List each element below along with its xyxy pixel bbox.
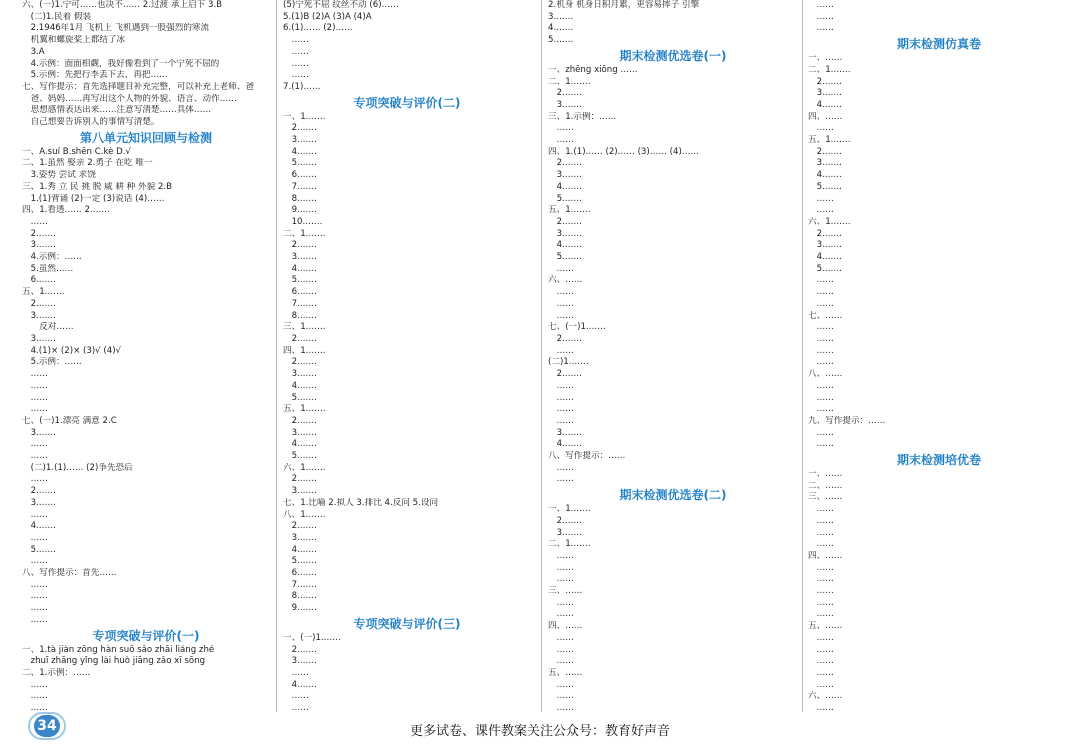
answer-line: 2.1946年1月 飞机上 飞机遇到一股强烈的寒流 xyxy=(22,23,210,34)
answer-line: 5.示例：…… xyxy=(22,357,82,368)
answer-line: …… xyxy=(548,345,574,356)
answer-line: 五、1.…… xyxy=(548,205,591,216)
answer-line: …… xyxy=(548,644,574,655)
answer-line: …… xyxy=(548,135,574,146)
answer-line: …… xyxy=(548,597,574,608)
answer-line: 一、A.suí B.shēn C.kè D.√ xyxy=(22,146,131,157)
answer-line: 2.…… xyxy=(283,644,317,655)
answer-line: 4.…… xyxy=(808,252,842,263)
answer-line: 2.…… xyxy=(22,486,56,497)
answer-line: 2.…… xyxy=(548,333,582,344)
answer-line: 三、1.…… xyxy=(283,322,326,333)
answer-line: (二)1.(1)…… (2)争先恐后 xyxy=(22,462,133,473)
answer-line: 2.…… xyxy=(808,76,842,87)
answer-line: 3.…… xyxy=(283,656,317,667)
answer-line: 四、1.(1)…… (2)…… (3)…… (4)…… xyxy=(548,146,700,157)
answer-line: …… xyxy=(22,614,48,625)
answer-line: …… xyxy=(548,123,574,134)
answer-line: 4.(1)× (2)× (3)√ (4)√ xyxy=(22,345,122,356)
answer-line: 2.…… xyxy=(283,415,317,426)
answer-line: 4.…… xyxy=(808,170,842,181)
answer-line: 4.…… xyxy=(808,99,842,110)
answer-line: 一、(一)1.…… xyxy=(283,632,341,643)
column-divider xyxy=(276,0,277,712)
answer-line: 3.…… xyxy=(548,527,582,538)
answer-line: (5)宁死不屈 纹丝不动 (6)…… xyxy=(283,0,399,10)
answer-line: 3.…… xyxy=(808,158,842,169)
answer-line: …… xyxy=(808,193,834,204)
answer-line: 四、…… xyxy=(548,621,583,632)
answer-line: 八、写作提示：…… xyxy=(548,451,626,462)
answer-line: …… xyxy=(808,404,834,415)
answer-line: 三、1.秀 立 民 挑 脱 威 耕 种 外貌 2.B xyxy=(22,181,173,192)
answer-line: 4.…… xyxy=(283,679,317,690)
answer-line: …… xyxy=(22,679,48,690)
answer-line: 4.示例：面面相觑，我好像看到了一个宁死不屈的 xyxy=(22,58,220,69)
answer-line: 2.…… xyxy=(548,158,582,169)
answer-line: 六、…… xyxy=(548,275,583,286)
answer-line: zhuī zhāng yǐng lài huò jiāng zǎo xī sōng xyxy=(22,656,206,667)
answer-line: 5.…… xyxy=(808,263,842,274)
answer-line: 5.(1)B (2)A (3)A (4)A xyxy=(283,11,372,22)
answer-line: …… xyxy=(548,609,574,620)
answer-line: 3.…… xyxy=(808,88,842,99)
answer-line: 5.…… xyxy=(283,275,317,286)
answer-line: …… xyxy=(283,703,309,714)
answer-line: …… xyxy=(548,404,574,415)
answer-line: 一、zhēng xiōng …… xyxy=(548,64,638,75)
answer-line: 7.(1)…… xyxy=(283,81,321,92)
answer-line: …… xyxy=(808,322,834,333)
answer-line: …… xyxy=(548,632,574,643)
answer-line: …… xyxy=(22,556,48,567)
answer-line: …… xyxy=(22,691,48,702)
answer-line: 二、1.…… xyxy=(808,64,851,75)
answer-line: …… xyxy=(548,474,574,485)
answer-line: (二)1.民着 假装 xyxy=(22,11,92,22)
answer-line: 3.…… xyxy=(22,427,56,438)
answer-line: 4.…… xyxy=(548,23,574,34)
answer-line: 4.…… xyxy=(283,439,317,450)
answer-line: 7.…… xyxy=(283,298,317,309)
section-heading: 期末检测优选卷(二) xyxy=(619,488,727,503)
answer-line: …… xyxy=(22,404,48,415)
answer-line: …… xyxy=(808,298,834,309)
answer-line: 5.…… xyxy=(548,35,574,46)
column-2 xyxy=(283,0,531,714)
answer-line: 3.…… xyxy=(283,486,317,497)
answer-line: 八、…… xyxy=(808,369,843,380)
answer-line: …… xyxy=(22,369,48,380)
answer-line: …… xyxy=(548,287,574,298)
answer-line: …… xyxy=(22,591,48,602)
answer-line: 三、1.示例：…… xyxy=(548,111,617,122)
answer-line: …… xyxy=(808,574,834,585)
answer-line: 六、(一)1.宁可……也决不…… 2.过渡 承上启下 3.B xyxy=(22,0,223,10)
answer-line: …… xyxy=(548,679,574,690)
section-heading: 期末检测仿真卷 xyxy=(896,37,981,52)
answer-line: 七、写作提示：首先选择题目补充完整，可以补充上老师、爸 xyxy=(22,81,255,92)
answer-line: 2.…… xyxy=(548,88,582,99)
answer-line: …… xyxy=(548,462,574,473)
answer-line: 九、写作提示：…… xyxy=(808,415,886,426)
answer-line: 2.…… xyxy=(283,474,317,485)
answer-line: 6.…… xyxy=(283,170,317,181)
answer-line: 三、…… xyxy=(808,492,843,503)
answer-line: …… xyxy=(22,603,48,614)
answer-line: 一、…… xyxy=(808,469,843,480)
answer-line: 8.…… xyxy=(283,591,317,602)
column-divider xyxy=(802,0,803,712)
answer-line: 3.…… xyxy=(22,310,56,321)
answer-line: 4.…… xyxy=(548,181,582,192)
answer-line: …… xyxy=(283,35,309,46)
answer-line: 八、写作提示：首先…… xyxy=(22,568,117,579)
answer-line: 机翼和螺旋桨上都结了冰 xyxy=(22,35,126,46)
answer-line: 4.…… xyxy=(548,439,582,450)
answer-line: 二、1.示例：…… xyxy=(22,667,91,678)
answer-line: 6.…… xyxy=(283,287,317,298)
answer-line: …… xyxy=(22,392,48,403)
answer-line: 8.…… xyxy=(283,193,317,204)
answer-line: 七、(一)1.漂亮 满意 2.C xyxy=(22,415,117,426)
answer-line: …… xyxy=(22,509,48,520)
answer-line: 5.…… xyxy=(283,392,317,403)
answer-line: 4.示例：…… xyxy=(22,252,82,263)
answer-line: …… xyxy=(22,451,48,462)
answer-line: 2.…… xyxy=(283,333,317,344)
answer-line: 四、1.看透…… 2.…… xyxy=(22,205,110,216)
answer-line: 5.…… xyxy=(283,451,317,462)
answer-line: 5.…… xyxy=(22,544,56,555)
answer-line: 3.…… xyxy=(548,228,582,239)
answer-line: …… xyxy=(22,474,48,485)
page-number: 34 xyxy=(34,715,60,737)
answer-line: 3.…… xyxy=(808,240,842,251)
answer-line: …… xyxy=(548,574,574,585)
answer-line: 一、1.…… xyxy=(548,504,591,515)
answer-line: 二、1.虽然 娶亲 2.勇子 在吃 唯一 xyxy=(22,158,153,169)
answer-line: …… xyxy=(808,345,834,356)
answer-line: …… xyxy=(283,691,309,702)
answer-line: 一、1.…… xyxy=(283,111,326,122)
answer-line: …… xyxy=(808,23,834,34)
answer-line: …… xyxy=(283,46,309,57)
section-heading: 专项突破与评价(三) xyxy=(353,616,461,631)
answer-line: …… xyxy=(808,656,834,667)
answer-line: …… xyxy=(808,11,834,22)
answer-line: …… xyxy=(548,310,574,321)
answer-line: 9.…… xyxy=(283,205,317,216)
answer-line: 3.…… xyxy=(548,170,582,181)
answer-line: 3.…… xyxy=(548,427,582,438)
answer-line: …… xyxy=(283,667,309,678)
answer-line: …… xyxy=(548,550,574,561)
answer-line: …… xyxy=(808,667,834,678)
answer-line: …… xyxy=(548,392,574,403)
answer-line: 2.机身 机身日积月累，更容易摔子 引擎 xyxy=(548,0,700,10)
answer-line: …… xyxy=(808,427,834,438)
answer-line: 八、1.…… xyxy=(283,509,326,520)
answer-line: …… xyxy=(808,357,834,368)
answer-line: 10.…… xyxy=(283,216,323,227)
answer-line: 4.…… xyxy=(283,263,317,274)
section-heading: 专项突破与评价(二) xyxy=(353,95,461,110)
answer-line: 3.…… xyxy=(22,240,56,251)
answer-line: 5.示例：先把行李丢下去，再把…… xyxy=(22,70,168,81)
answer-line: 3.…… xyxy=(548,11,574,22)
answer-line: 5.…… xyxy=(283,158,317,169)
answer-line: 2.…… xyxy=(808,228,842,239)
answer-line: …… xyxy=(808,392,834,403)
answer-line: 一、1.tà jiàn zōng hàn suō sǎo zhāi liáng zhé xyxy=(22,644,215,655)
answer-line: …… xyxy=(808,703,834,714)
answer-line: 3.…… xyxy=(283,252,317,263)
answer-line: 3.…… xyxy=(548,99,582,110)
answer-line: 5.…… xyxy=(548,252,582,263)
answer-line: …… xyxy=(808,527,834,538)
answer-line: …… xyxy=(22,216,48,227)
answer-line: 四、…… xyxy=(808,550,843,561)
answer-line: 2.…… xyxy=(283,240,317,251)
answer-line: 4.…… xyxy=(283,380,317,391)
answer-line: …… xyxy=(808,539,834,550)
answer-line: 3.…… xyxy=(283,135,317,146)
answer-line: …… xyxy=(808,609,834,620)
answer-line: 4.…… xyxy=(283,146,317,157)
column-1 xyxy=(22,0,270,714)
answer-line: 2.…… xyxy=(22,228,56,239)
answer-line: 二、1.…… xyxy=(283,228,326,239)
answer-line: …… xyxy=(548,415,574,426)
answer-line: …… xyxy=(808,586,834,597)
answer-line: 思想感情表达出来……注意写清楚……具体…… xyxy=(22,105,212,116)
answer-line: …… xyxy=(22,579,48,590)
footer-text: 更多试卷、课件教案关注公众号：教育好声音 xyxy=(409,724,670,739)
answer-line: 3.…… xyxy=(283,427,317,438)
answer-line: 六、1.…… xyxy=(283,462,326,473)
answer-line: …… xyxy=(808,504,834,515)
answer-line: 4.…… xyxy=(283,544,317,555)
answer-line: …… xyxy=(22,532,48,543)
answer-line: 六、1.…… xyxy=(808,216,851,227)
answer-line: …… xyxy=(808,275,834,286)
answer-line: 2.…… xyxy=(283,521,317,532)
answer-line: …… xyxy=(22,380,48,391)
answer-line: 五、1.…… xyxy=(22,287,65,298)
answer-line: …… xyxy=(22,439,48,450)
answer-line: …… xyxy=(548,562,574,573)
answer-line: 二、…… xyxy=(808,480,843,491)
section-heading: 期末检测优选卷(一) xyxy=(619,48,727,63)
answer-line: 6.(1)…… (2)…… xyxy=(283,23,353,34)
answer-line: 三、…… xyxy=(548,586,583,597)
answer-line: 七、(一)1.…… xyxy=(548,322,606,333)
answer-line: 2.…… xyxy=(548,216,582,227)
answer-line: …… xyxy=(808,380,834,391)
answer-line: 自己想要告诉别人的事情写清楚。 xyxy=(22,117,160,128)
answer-line: 3.姿势 尝试 求饶 xyxy=(22,170,96,181)
answer-line: 9.…… xyxy=(283,603,317,614)
answer-line: …… xyxy=(548,380,574,391)
answer-line: 2.…… xyxy=(22,298,56,309)
answer-line: …… xyxy=(548,691,574,702)
answer-line: …… xyxy=(283,70,309,81)
answer-line: 6.…… xyxy=(22,275,56,286)
answer-line: …… xyxy=(548,263,574,274)
answer-line: …… xyxy=(548,656,574,667)
answer-line: 五、…… xyxy=(808,621,843,632)
section-heading: 专项突破与评价(一) xyxy=(92,628,200,643)
answer-line: …… xyxy=(808,205,834,216)
answer-line: 7.…… xyxy=(283,181,317,192)
answer-line: 二、1.…… xyxy=(548,539,591,550)
answer-line: 3.…… xyxy=(22,333,56,344)
answer-line: …… xyxy=(808,644,834,655)
answer-line: 2.…… xyxy=(283,123,317,134)
answer-line: 2.…… xyxy=(548,369,582,380)
answer-line: 5.虽然…… xyxy=(22,263,74,274)
answer-line: …… xyxy=(808,515,834,526)
answer-line: …… xyxy=(808,562,834,573)
answer-line: …… xyxy=(808,123,834,134)
answer-line: 七、1.比喻 2.拟人 3.排比 4.反问 5.设问 xyxy=(283,497,439,508)
answer-line: 7.…… xyxy=(283,579,317,590)
answer-line: 4.…… xyxy=(22,521,56,532)
answer-line: …… xyxy=(548,703,574,714)
answer-line: 6.…… xyxy=(283,568,317,579)
answer-line: 五、…… xyxy=(548,667,583,678)
answer-line: 七、…… xyxy=(808,310,843,321)
answer-line: …… xyxy=(808,632,834,643)
answer-line: 2.…… xyxy=(283,357,317,368)
answer-line: 3.A xyxy=(22,46,45,57)
answer-line: 一、…… xyxy=(808,53,843,64)
answer-line: 四、1.…… xyxy=(283,345,326,356)
answer-line: 3.…… xyxy=(283,369,317,380)
answer-line: 5.…… xyxy=(808,181,842,192)
answer-line: …… xyxy=(283,58,309,69)
section-heading: 第八单元知识回顾与检测 xyxy=(79,130,212,145)
answer-line: …… xyxy=(548,298,574,309)
column-divider xyxy=(541,0,542,712)
answer-line: …… xyxy=(808,0,834,10)
answer-line: 3.…… xyxy=(22,497,56,508)
answer-line: 四、…… xyxy=(808,111,843,122)
answer-line: 8.…… xyxy=(283,310,317,321)
answer-line: 六、…… xyxy=(808,691,843,702)
section-heading: 期末检测培优卷 xyxy=(896,453,981,468)
column-4 xyxy=(808,0,1070,714)
answer-line: 二、1.…… xyxy=(548,76,591,87)
answer-line: 2.…… xyxy=(548,515,582,526)
answer-line: 五、1.…… xyxy=(283,404,326,415)
answer-line: 爸、妈妈……再写出这个人物的外貌、语言、动作…… xyxy=(22,93,237,104)
answer-line: …… xyxy=(22,703,48,714)
answer-line: 1.(1)背诵 (2)一定 (3)说话 (4)…… xyxy=(22,193,165,204)
answer-line: 3.…… xyxy=(283,532,317,543)
answer-line: 5.…… xyxy=(548,193,582,204)
column-3 xyxy=(548,0,798,714)
answer-line: 2.…… xyxy=(808,146,842,157)
answer-line: …… xyxy=(808,287,834,298)
answer-line: …… xyxy=(808,597,834,608)
answer-line: …… xyxy=(808,439,834,450)
answer-line: (二)1.…… xyxy=(548,357,589,368)
answer-line: 4.…… xyxy=(548,240,582,251)
answer-line: 5.…… xyxy=(283,556,317,567)
answer-line: …… xyxy=(808,333,834,344)
answer-line: 五、1.…… xyxy=(808,135,851,146)
answer-line: 反对…… xyxy=(22,322,74,333)
answer-line: …… xyxy=(808,679,834,690)
